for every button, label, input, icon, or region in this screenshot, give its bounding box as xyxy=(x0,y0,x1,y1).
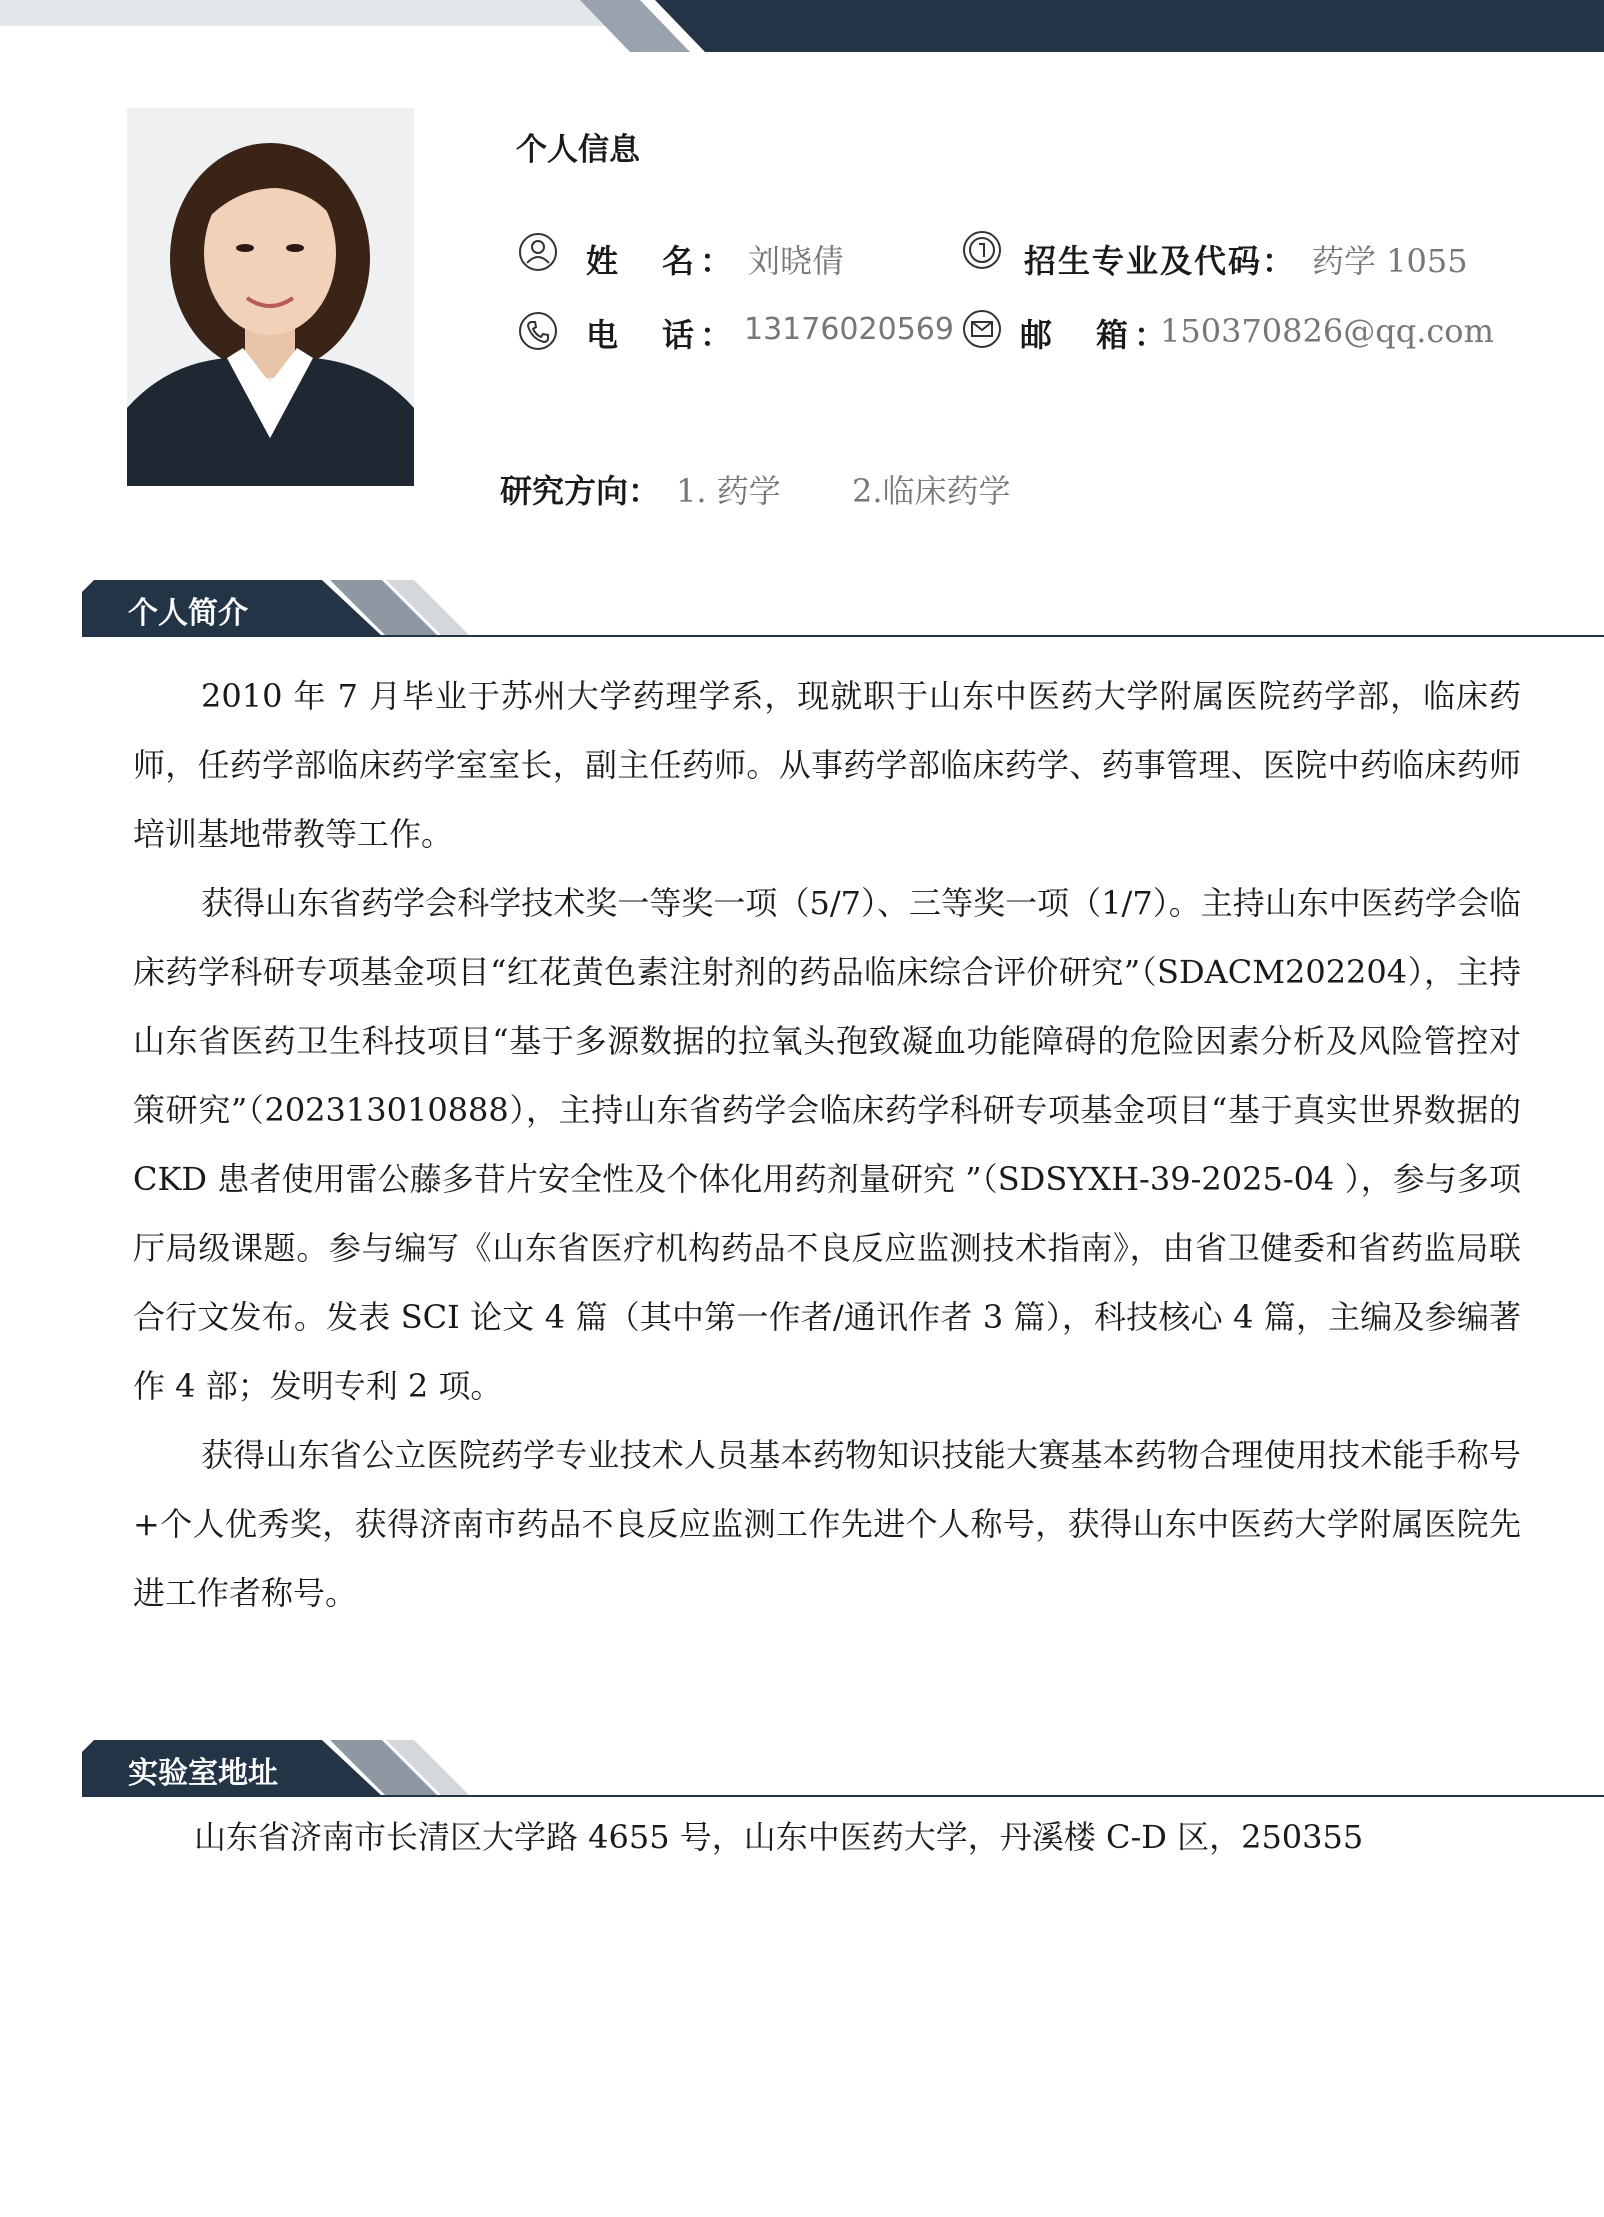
person-icon xyxy=(518,232,558,272)
top-banner xyxy=(0,0,1604,52)
name-label: 姓 名： xyxy=(586,242,739,280)
lab-section-title: 实验室地址 xyxy=(128,1756,278,1791)
profile-section-title: 个人简介 xyxy=(128,596,248,631)
research-item-2: 2.临床药学 xyxy=(852,472,1011,510)
info-section-title: 个人信息 xyxy=(516,132,640,168)
email-label: 邮 箱： xyxy=(1020,316,1173,354)
major-value: 药学 1055 xyxy=(1312,242,1468,280)
phone-icon xyxy=(518,311,558,351)
research-item-1: 1. 药学 xyxy=(676,472,781,510)
profile-body xyxy=(133,662,1521,1628)
lab-section-header xyxy=(82,1740,1604,1798)
code-icon xyxy=(962,230,1002,270)
profile-paragraph: 获得山东省药学会科学技术奖一等奖一项（5/7）、三等奖一项（1/7）。主持山东中医药学会临床药学科研专项基金项目“红花黄色素注射剂的药品临床综合评价研究”（SDACM202204），主持山东省医药卫生科技项目“基于多源数据的拉氧头孢致凝血功能障碍的危险因素分析及风险管控对策研究”（202313010888），主持山东省药学会临床药学科研专项基金项目“基于真实世界数据的 CKD 患者使用雷公藤多苷片安全性及个体化用药剂量研究 ”（SDSYXH-39-2025-04 ），参与多项厅局级课题。参与编写《山东省医疗机构药品不良反应监测技术指南》，由省卫健委和省药监局联合行文发布。发表 SCI 论文 4 篇（其中第一作者/通讯作者 3 篇），科技核心 4 篇，主编及参编著作 4 部；发明专利 2 项。 xyxy=(133,884,1521,1405)
profile-paragraph: 获得山东省公立医院药学专业技术人员基本药物知识技能大赛基本药物合理使用技术能手称号+个人优秀奖，获得济南市药品不良反应监测工作先进个人称号，获得山东中医药大学附属医院先进工作者称号。 xyxy=(133,1436,1521,1612)
phone-label: 电 话： xyxy=(586,316,739,354)
email-icon xyxy=(962,309,1002,349)
major-label: 招生专业及代码： xyxy=(1024,242,1297,280)
profile-section-header xyxy=(82,580,1604,638)
research-label: 研究方向： xyxy=(500,472,661,510)
profile-photo xyxy=(127,108,414,486)
email-value: 150370826@qq.com xyxy=(1160,312,1494,350)
name-value: 刘晓倩 xyxy=(748,242,845,280)
profile-paragraph: 2010 年 7 月毕业于苏州大学药理学系，现就职于山东中医药大学附属医院药学部，临床药师，任药学部临床药学室室长，副主任药师。从事药学部临床药学、药事管理、医院中药临床药师培训基地带教等工作。 xyxy=(133,677,1521,853)
phone-value: 13176020569 xyxy=(744,312,954,347)
lab-address: 山东省济南市长清区大学路 4655 号，山东中医药大学，丹溪楼 C-D 区，250355 xyxy=(194,1818,1364,1856)
